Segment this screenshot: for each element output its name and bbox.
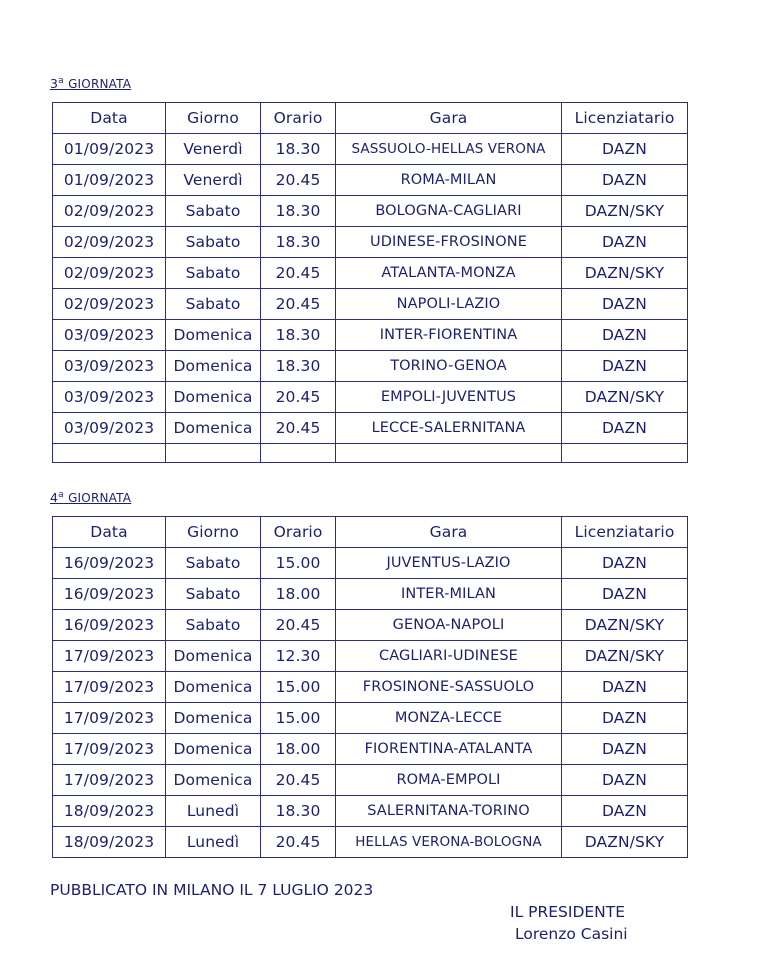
section-ordinal-suffix: a (58, 76, 64, 86)
schedule-table-3 (52, 102, 688, 463)
cell-licenziatario: DAZN (562, 734, 688, 765)
header-row (53, 517, 688, 548)
cell-licenziatario: DAZN/SKY (562, 382, 688, 413)
table-row (53, 413, 688, 444)
cell-licenziatario: DAZN/SKY (562, 610, 688, 641)
cell-data: 17/09/2023 (53, 734, 166, 765)
cell-giorno: Domenica (166, 641, 261, 672)
cell-giorno: Domenica (166, 351, 261, 382)
cell-data: 17/09/2023 (53, 703, 166, 734)
cell-giorno: Domenica (166, 382, 261, 413)
cell-licenziatario: DAZN (562, 320, 688, 351)
table-row (53, 227, 688, 258)
header-licenziatario: Licenziatario (562, 103, 688, 134)
cell-giorno: Domenica (166, 765, 261, 796)
cell-gara: UDINESE-FROSINONE (336, 227, 562, 258)
table-row (53, 610, 688, 641)
cell-gara: CAGLIARI-UDINESE (336, 641, 562, 672)
header-row (53, 103, 688, 134)
cell-orario: 20.45 (261, 289, 336, 320)
header-orario: Orario (261, 517, 336, 548)
cell-data: 01/09/2023 (53, 165, 166, 196)
cell-giorno: Sabato (166, 548, 261, 579)
table-row (53, 289, 688, 320)
cell-giorno: Venerdì (166, 134, 261, 165)
cell-gara: FROSINONE-SASSUOLO (336, 672, 562, 703)
cell-licenziatario: DAZN (562, 765, 688, 796)
cell-licenziatario: DAZN (562, 289, 688, 320)
table-row (53, 196, 688, 227)
president-name: Lorenzo Casini (515, 925, 628, 943)
table-row (53, 134, 688, 165)
table-row (53, 258, 688, 289)
section-word: GIORNATA (68, 77, 132, 91)
cell-licenziatario: DAZN/SKY (562, 258, 688, 289)
cell-orario: 15.00 (261, 703, 336, 734)
header-data: Data (53, 103, 166, 134)
cell-giorno: Sabato (166, 227, 261, 258)
cell-gara: ATALANTA-MONZA (336, 258, 562, 289)
cell-giorno: Domenica (166, 320, 261, 351)
cell-orario: 20.45 (261, 413, 336, 444)
president-title: IL PRESIDENTE (510, 903, 626, 921)
cell-empty (562, 444, 688, 463)
cell-gara: INTER-FIORENTINA (336, 320, 562, 351)
header-gara: Gara (336, 517, 562, 548)
header-giorno: Giorno (166, 103, 261, 134)
cell-data: 02/09/2023 (53, 258, 166, 289)
cell-giorno: Lunedì (166, 796, 261, 827)
cell-licenziatario: DAZN/SKY (562, 827, 688, 858)
table-row (53, 796, 688, 827)
cell-gara: HELLAS VERONA-BOLOGNA (336, 827, 562, 858)
cell-licenziatario: DAZN (562, 579, 688, 610)
cell-licenziatario: DAZN (562, 351, 688, 382)
cell-data: 03/09/2023 (53, 320, 166, 351)
cell-data: 03/09/2023 (53, 413, 166, 444)
cell-giorno: Sabato (166, 610, 261, 641)
cell-orario: 20.45 (261, 610, 336, 641)
cell-licenziatario: DAZN (562, 796, 688, 827)
cell-licenziatario: DAZN (562, 413, 688, 444)
cell-gara: SASSUOLO-HELLAS VERONA (336, 134, 562, 165)
table-row (53, 382, 688, 413)
cell-orario: 20.45 (261, 827, 336, 858)
table-row (53, 734, 688, 765)
cell-giorno: Lunedì (166, 827, 261, 858)
table-row (53, 641, 688, 672)
cell-orario: 12.30 (261, 641, 336, 672)
cell-orario: 20.45 (261, 765, 336, 796)
cell-giorno: Domenica (166, 734, 261, 765)
table-row (53, 320, 688, 351)
cell-licenziatario: DAZN/SKY (562, 641, 688, 672)
cell-gara: FIORENTINA-ATALANTA (336, 734, 562, 765)
cell-licenziatario: DAZN (562, 703, 688, 734)
cell-giorno: Domenica (166, 413, 261, 444)
cell-giorno: Sabato (166, 579, 261, 610)
cell-licenziatario: DAZN (562, 134, 688, 165)
cell-licenziatario: DAZN (562, 548, 688, 579)
cell-gara: TORINO-GENOA (336, 351, 562, 382)
header-orario: Orario (261, 103, 336, 134)
cell-orario: 18.00 (261, 734, 336, 765)
cell-data: 02/09/2023 (53, 227, 166, 258)
cell-data: 18/09/2023 (53, 827, 166, 858)
cell-data: 02/09/2023 (53, 196, 166, 227)
cell-data: 16/09/2023 (53, 548, 166, 579)
table-row (53, 351, 688, 382)
cell-orario: 18.30 (261, 320, 336, 351)
section-number: 3 (50, 76, 59, 91)
cell-orario: 15.00 (261, 548, 336, 579)
cell-orario: 18.30 (261, 134, 336, 165)
cell-empty (166, 444, 261, 463)
table-row (53, 548, 688, 579)
header-licenziatario: Licenziatario (562, 517, 688, 548)
cell-orario: 18.30 (261, 196, 336, 227)
cell-empty (53, 444, 166, 463)
table-row (53, 765, 688, 796)
schedule-table-4 (52, 516, 688, 858)
table-row (53, 703, 688, 734)
section-title-4 (50, 490, 131, 505)
cell-orario: 18.30 (261, 796, 336, 827)
cell-gara: MONZA-LECCE (336, 703, 562, 734)
cell-data: 17/09/2023 (53, 765, 166, 796)
cell-data: 03/09/2023 (53, 382, 166, 413)
cell-giorno: Sabato (166, 289, 261, 320)
cell-licenziatario: DAZN/SKY (562, 196, 688, 227)
cell-data: 02/09/2023 (53, 289, 166, 320)
cell-empty (261, 444, 336, 463)
cell-gara: NAPOLI-LAZIO (336, 289, 562, 320)
cell-data: 16/09/2023 (53, 610, 166, 641)
cell-orario: 20.45 (261, 258, 336, 289)
table-row (53, 165, 688, 196)
cell-giorno: Domenica (166, 672, 261, 703)
header-giorno: Giorno (166, 517, 261, 548)
header-data: Data (53, 517, 166, 548)
cell-orario: 18.30 (261, 351, 336, 382)
cell-gara: INTER-MILAN (336, 579, 562, 610)
table-row (53, 579, 688, 610)
cell-gara: LECCE-SALERNITANA (336, 413, 562, 444)
cell-orario: 15.00 (261, 672, 336, 703)
cell-licenziatario: DAZN (562, 227, 688, 258)
cell-gara: EMPOLI-JUVENTUS (336, 382, 562, 413)
cell-giorno: Sabato (166, 258, 261, 289)
table-row-empty (53, 444, 688, 463)
cell-licenziatario: DAZN (562, 165, 688, 196)
cell-gara: SALERNITANA-TORINO (336, 796, 562, 827)
cell-data: 01/09/2023 (53, 134, 166, 165)
section-word: GIORNATA (68, 491, 132, 505)
table-row (53, 672, 688, 703)
section-ordinal-suffix: a (58, 490, 64, 500)
cell-gara: ROMA-EMPOLI (336, 765, 562, 796)
cell-empty (336, 444, 562, 463)
cell-gara: JUVENTUS-LAZIO (336, 548, 562, 579)
cell-giorno: Venerdì (166, 165, 261, 196)
cell-giorno: Sabato (166, 196, 261, 227)
cell-licenziatario: DAZN (562, 672, 688, 703)
cell-orario: 20.45 (261, 382, 336, 413)
header-gara: Gara (336, 103, 562, 134)
cell-data: 17/09/2023 (53, 672, 166, 703)
cell-gara: ROMA-MILAN (336, 165, 562, 196)
section-number: 4 (50, 490, 59, 505)
cell-orario: 18.30 (261, 227, 336, 258)
cell-gara: BOLOGNA-CAGLIARI (336, 196, 562, 227)
cell-giorno: Domenica (166, 703, 261, 734)
table-row (53, 827, 688, 858)
cell-gara: GENOA-NAPOLI (336, 610, 562, 641)
cell-data: 17/09/2023 (53, 641, 166, 672)
cell-orario: 20.45 (261, 165, 336, 196)
publication-note: PUBBLICATO IN MILANO IL 7 LUGLIO 2023 (50, 881, 374, 899)
cell-data: 03/09/2023 (53, 351, 166, 382)
cell-data: 18/09/2023 (53, 796, 166, 827)
cell-data: 16/09/2023 (53, 579, 166, 610)
section-title-3 (50, 76, 131, 91)
cell-orario: 18.00 (261, 579, 336, 610)
